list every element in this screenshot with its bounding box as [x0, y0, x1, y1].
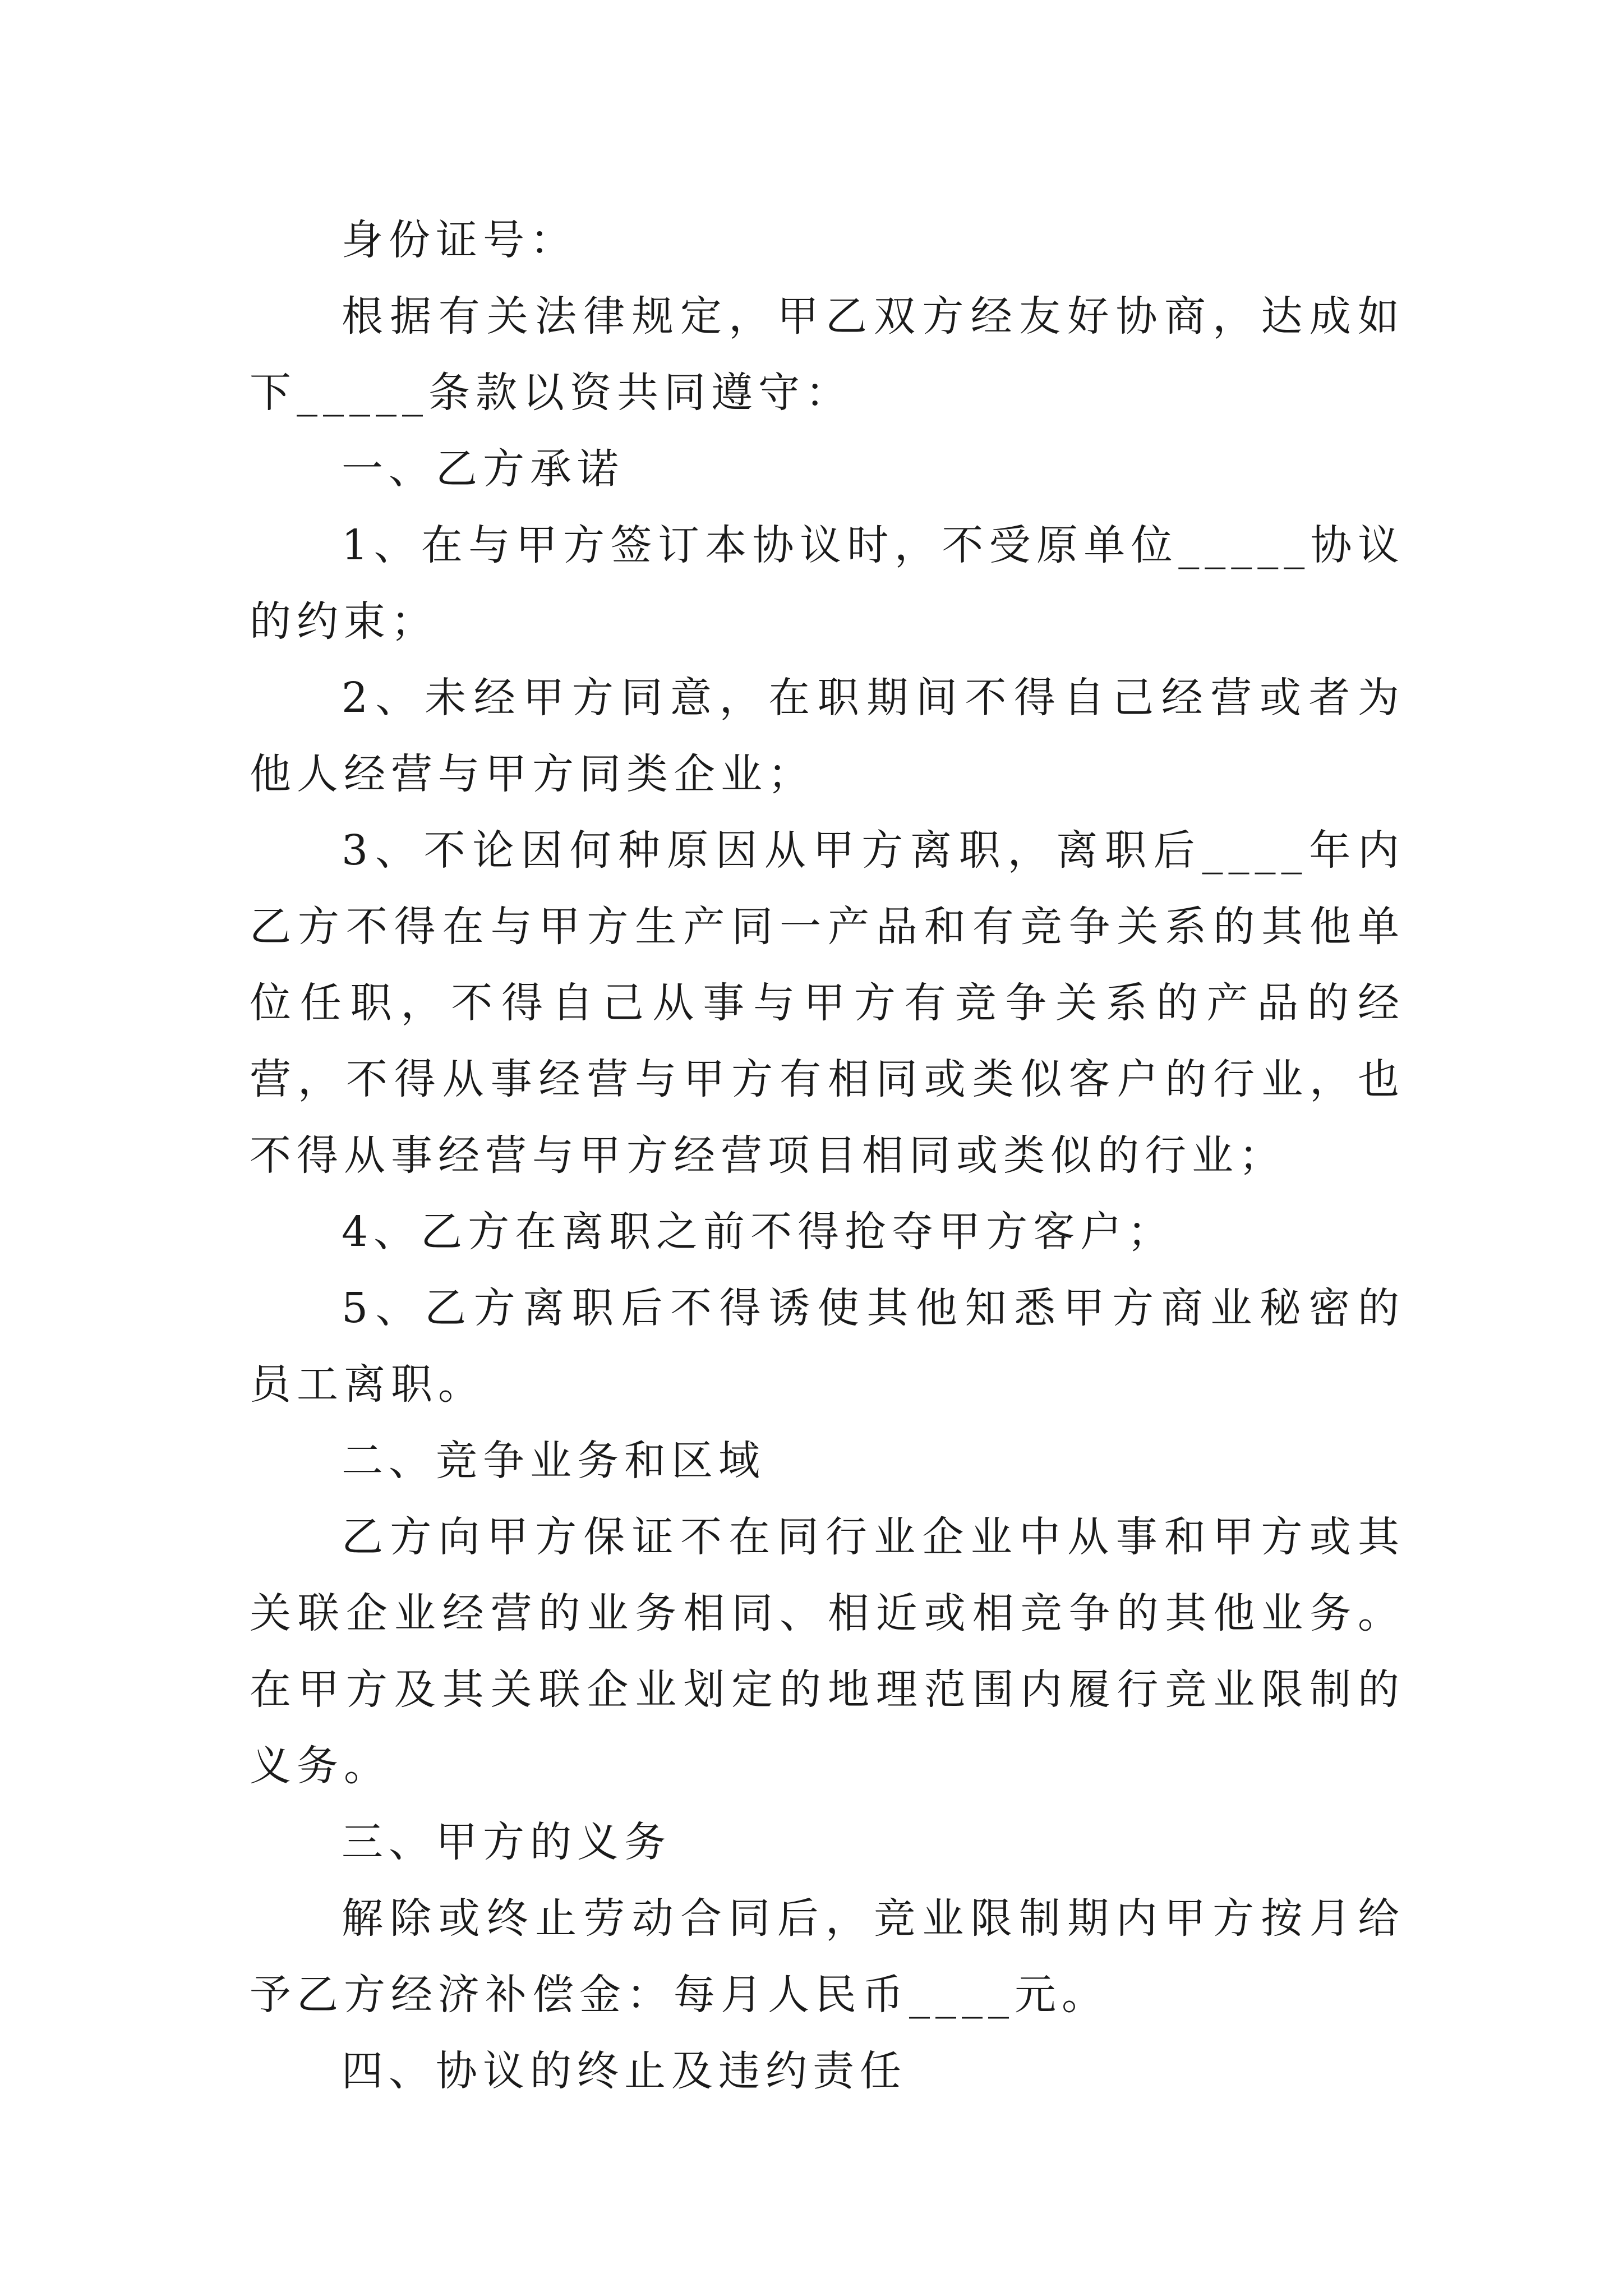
section-heading-4: 四、协议的终止及违约责任 [342, 2047, 907, 2095]
section-heading-2: 二、竞争业务和区域 [342, 1437, 766, 1485]
section-heading-1: 一、乙方承诺 [342, 445, 624, 493]
section-heading-3: 三、甲方的义务 [342, 1818, 671, 1866]
clause-1-3: 3、不论因何种原因从甲方离职，离职后____年内乙方不得在与甲方生产同一产品和有竞争关系的其他单位任职，不得自己从事与甲方有竞争关系的产品的经营，不得从事经营与甲方有相同或类似客户的行业，也不得从事经营与甲方经营项目相同或类似的行业； [250, 826, 1405, 1180]
clause-1-4: 4、乙方在离职之前不得抢夺甲方客户； [342, 1208, 1175, 1256]
clause-1-5: 5、乙方离职后不得诱使其他知悉甲方商业秘密的员工离职。 [250, 1284, 1405, 1409]
clause-1-2: 2、未经甲方同意，在职期间不得自己经营或者为他人经营与甲方同类企业； [250, 674, 1405, 798]
document-body [250, 202, 1405, 2109]
section-2-paragraph: 乙方向甲方保证不在同行业企业中从事和甲方或其关联企业经营的业务相同、相近或相竞争的其他业务。在甲方及其关联企业划定的地理范围内履行竞业限制的义务。 [250, 1513, 1405, 1790]
section-3-paragraph: 解除或终止劳动合同后，竞业限制期内甲方按月给予乙方经济补偿金：每月人民币____元。 [250, 1894, 1405, 2019]
clause-1-1: 1、在与甲方签订本协议时，不受原单位_____协议的约束； [250, 521, 1405, 646]
id-number-line: 身份证号： [342, 216, 577, 264]
preamble-paragraph: 根据有关法律规定，甲乙双方经友好协商，达成如下_____条款以资共同遵守： [250, 292, 1405, 417]
